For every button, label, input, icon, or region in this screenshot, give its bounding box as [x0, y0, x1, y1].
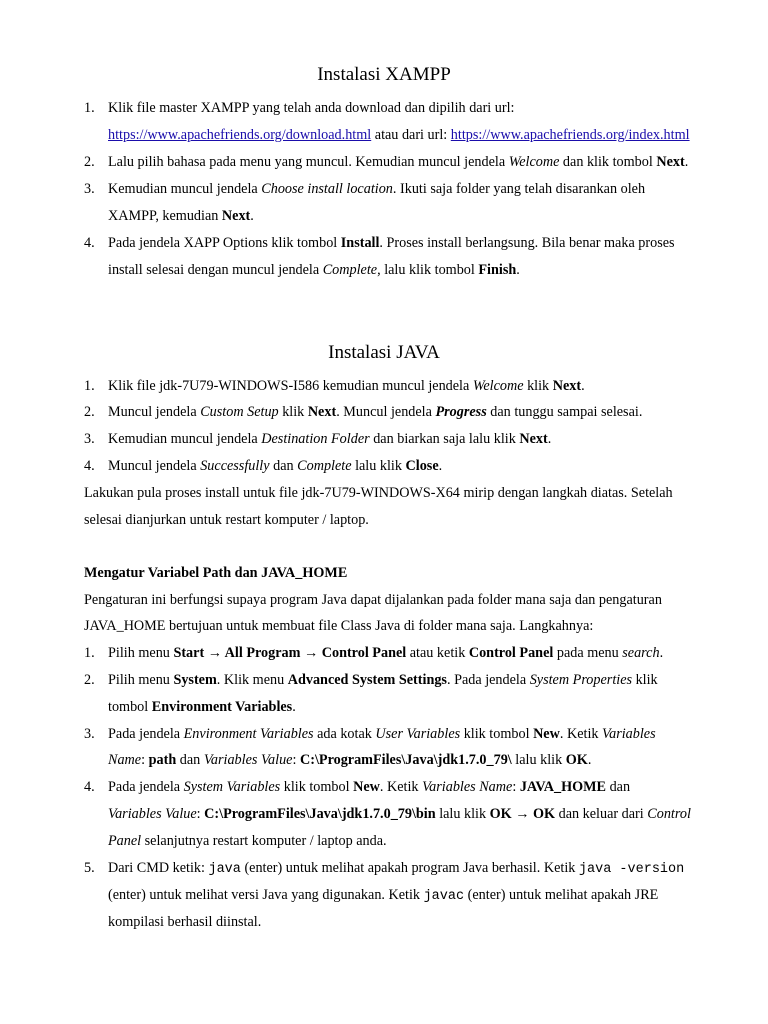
- java-step-1: Klik file jdk-7U79-WINDOWS-I586 kemudian muncul jendela Welcome klik Next.: [108, 378, 585, 394]
- path-intro-cont: JAVA_HOME bertujuan untuk membuat file Class Java di folder mana saja. Langkahnya:: [84, 618, 594, 634]
- list-number: 2.: [84, 154, 95, 170]
- path-step-4-cont: Variables Value: C:\ProgramFiles\Java\jdk1.7.0_79\bin lalu klik OK → OK dan keluar dari Control: [108, 806, 691, 822]
- list-number: 3.: [84, 726, 95, 742]
- download-link[interactable]: https://www.apachefriends.org/download.html: [108, 127, 372, 143]
- path-step-5-cont: (enter) untuk melihat versi Java yang digunakan. Ketik javac (enter) untuk melihat apakah JRE: [108, 887, 659, 904]
- xampp-step-2: Lalu pilih bahasa pada menu yang muncul. Kemudian muncul jendela Welcome dan klik tombol Next.: [108, 154, 689, 170]
- xampp-title: Instalasi XAMPP: [317, 64, 451, 85]
- xampp-step-3-cont: XAMPP, kemudian Next.: [108, 208, 254, 224]
- path-step-2-cont: tombol Environment Variables.: [108, 699, 296, 715]
- xampp-step-4-cont: install selesai dengan muncul jendela Complete, lalu klik tombol Finish.: [108, 262, 520, 278]
- list-number: 2.: [84, 404, 95, 420]
- java-step-4: Muncul jendela Successfully dan Complete lalu klik Close.: [108, 458, 443, 474]
- list-number: 3.: [84, 431, 95, 447]
- xampp-step-3: Kemudian muncul jendela Choose install location. Ikuti saja folder yang telah disarankan oleh: [108, 181, 646, 197]
- java-step-3: Kemudian muncul jendela Destination Folder dan biarkan saja lalu klik Next.: [108, 431, 552, 447]
- list-number: 4.: [84, 779, 95, 795]
- list-number: 2.: [84, 672, 95, 688]
- index-link[interactable]: https://www.apachefriends.org/index.html: [450, 127, 690, 143]
- list-number: 5.: [84, 860, 95, 876]
- xampp-step-1-urls: https://www.apachefriends.org/download.html atau dari url: https://www.apachefriends.org/index.html: [108, 127, 690, 143]
- xampp-step-1: Klik file master XAMPP yang telah anda download dan dipilih dari url:: [108, 100, 515, 116]
- xampp-step-4: Pada jendela XAPP Options klik tombol Install. Proses install berlangsung. Bila benar maka proses: [108, 235, 675, 251]
- java-step-2: Muncul jendela Custom Setup klik Next. Muncul jendela Progress dan tunggu sampai selesai.: [108, 404, 643, 420]
- list-number: 1.: [84, 100, 95, 116]
- path-heading: Mengatur Variabel Path dan JAVA_HOME: [84, 565, 348, 581]
- list-number: 4.: [84, 235, 95, 251]
- java-title: Instalasi JAVA: [328, 342, 440, 363]
- path-step-3-cont: Name: path dan Variables Value: C:\ProgramFiles\Java\jdk1.7.0_79\ lalu klik OK.: [108, 752, 592, 768]
- path-step-3: Pada jendela Environment Variables ada kotak User Variables klik tombol New. Ketik Variables: [108, 726, 656, 742]
- path-step-5: Dari CMD ketik: java (enter) untuk melihat apakah program Java berhasil. Ketik java -version: [108, 860, 685, 877]
- path-intro: Pengaturan ini berfungsi supaya program Java dapat dijalankan pada folder mana saja dan pengaturan: [84, 592, 662, 608]
- path-step-2: Pilih menu System. Klik menu Advanced System Settings. Pada jendela System Properties klik: [108, 672, 658, 688]
- path-step-1: Pilih menu Start → All Program → Control Panel atau ketik Control Panel pada menu search.: [108, 645, 664, 661]
- list-number: 4.: [84, 458, 95, 474]
- path-step-4-cont2: Panel selanjutnya restart komputer / laptop anda.: [108, 833, 387, 849]
- list-number: 1.: [84, 645, 95, 661]
- path-step-5-cont2: kompilasi berhasil diinstal.: [108, 914, 262, 930]
- list-number: 3.: [84, 181, 95, 197]
- list-number: 1.: [84, 378, 95, 394]
- java-paragraph-cont: selesai dianjurkan untuk restart komputer / laptop.: [84, 512, 369, 528]
- java-paragraph: Lakukan pula proses install untuk file jdk-7U79-WINDOWS-X64 mirip dengan langkah diatas. Setelah: [84, 485, 673, 501]
- path-step-4: Pada jendela System Variables klik tombol New. Ketik Variables Name: JAVA_HOME dan: [108, 779, 631, 795]
